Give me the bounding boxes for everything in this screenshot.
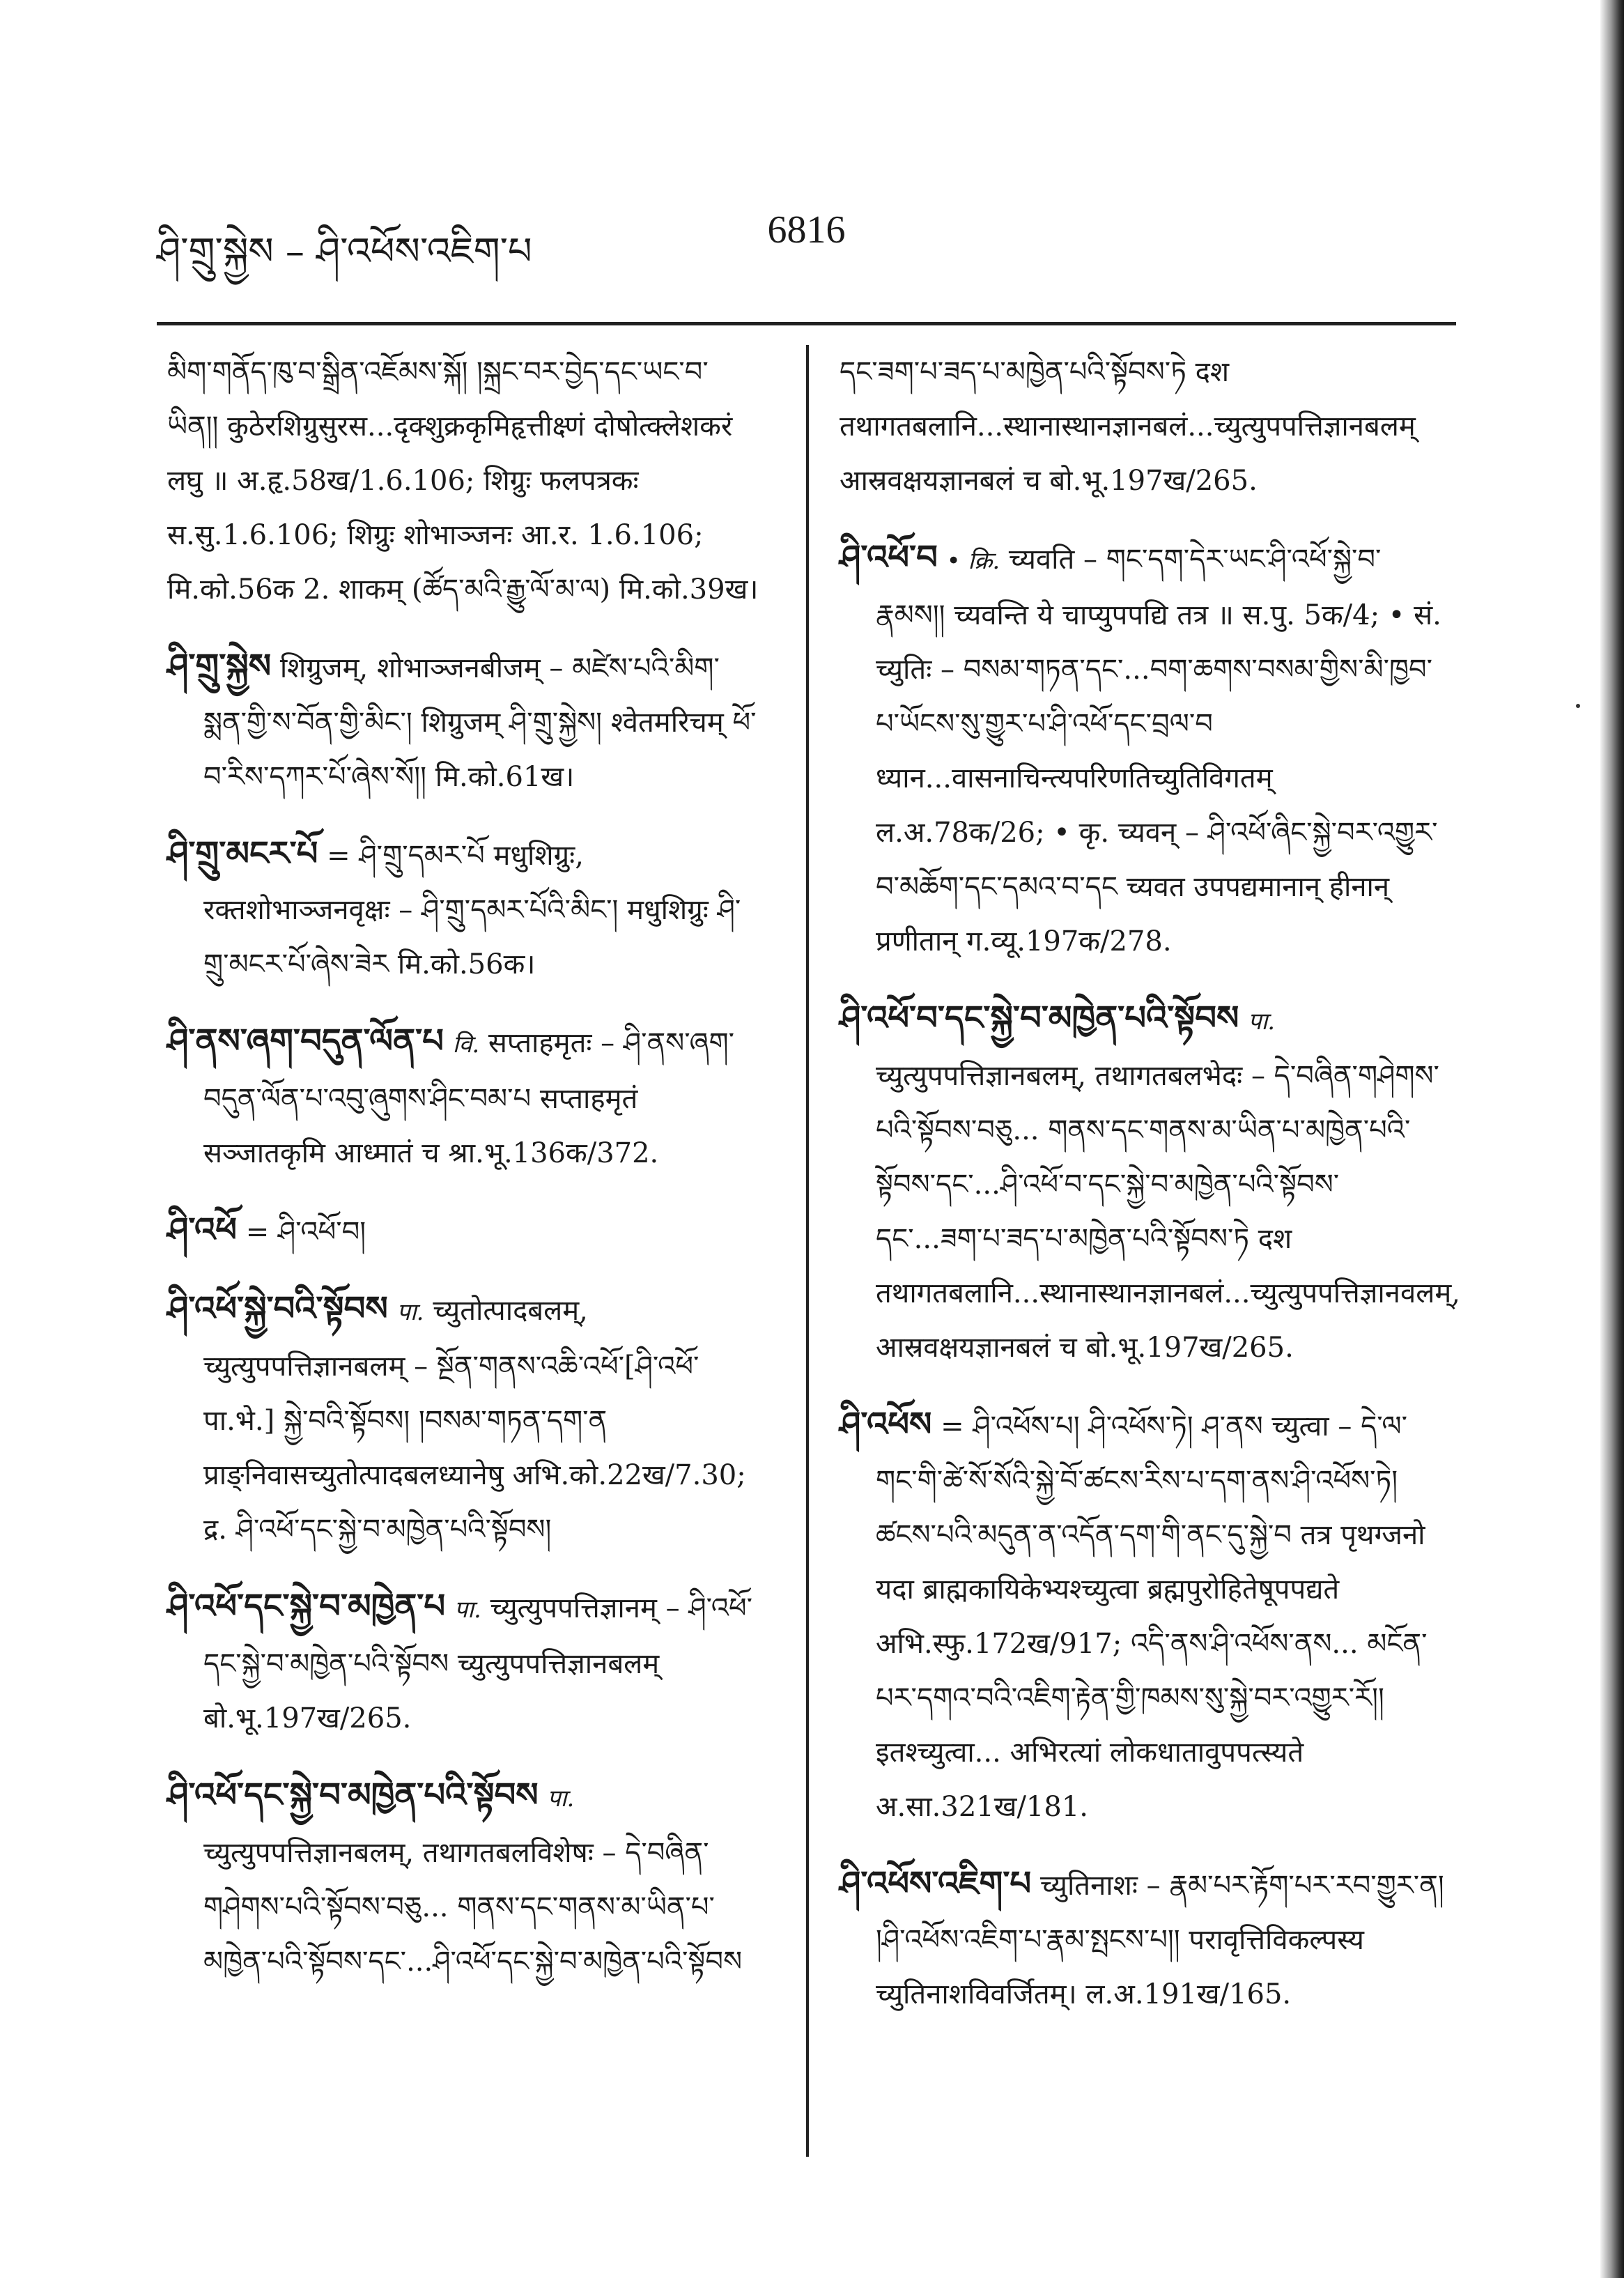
entry-headword: ཤི་འཕོ་དང་སྐྱེ་བ་མཁྱེན་པ xyxy=(167,1587,446,1626)
entry-body: शिग्रुजम्, शोभाञ्जनबीजम् – མཛེས་པའི་མིག་སྨན་གྱི་ས་བོན་གྱི་མིང་། शिग्रुजम् ཤི་གྲུ་སྐྱེས། श्वेतमरिचम् ཕོ་བ་རིས་དཀར་པོ་ཞེས་སོ།། मि.को.61ख। xyxy=(203,652,757,793)
entry-body: = ཤི་འཕོ་བ། xyxy=(245,1216,366,1248)
page-number: 6816 xyxy=(767,208,846,252)
entry-grammar-abbr: पा. xyxy=(1248,1008,1276,1036)
entry-body: च्युतिनाशः – རྣམ་པར་རྟོག་པར་རབ་གྱུར་ན། །ཤི་འཕོས་འཇིག་པ་རྣམ་སྤངས་པ།། परावृत्तिविकल्पस्य च्युतिनाशविवर्जितम्। ल.अ.191ख/165. xyxy=(876,1870,1444,2010)
entry-headword: ཤི་འཕོ་སྐྱེ་བའི་སྟོབས xyxy=(167,1289,388,1328)
entry-grammar-abbr: पा. xyxy=(454,1596,481,1624)
column-divider xyxy=(806,345,809,2157)
entry-body: सप्ताहमृतः – ཤི་ནས་ཞག་བདུན་ལོན་པ་འབུ་ཞུགས་ཤིང་བམ་པ सप्ताहमृतं सञ्जातकृमि आध्मातं च श्रा.भू.136क/372. xyxy=(203,1027,734,1169)
entry-body: च्युतोत्पादबलम्, च्युत्युपपत्तिज्ञानबलम् – སྔོན་གནས་འཆི་འཕོ་[ཤི་འཕོ་ पा.भे.] སྐྱེ་བའི་སྟོབས། །བསམ་གཏན་དག་ན प्राङ्निवासच्युतोत्पादबलध्यानेषु अभि.को.22ख/7.30; द्र. ཤི་འཕོ་དང་སྐྱེ་བ་མཁྱེན་པའི་སྟོབས། xyxy=(203,1295,746,1546)
entry-body: च्युत्युपपत्तिज्ञानम् – ཤི་འཕོ་དང་སྐྱེ་བ་མཁྱེན་པའི་སྟོབས च्युत्युपपत्तिज्ञानबलम् बो.भू.197ख/265. xyxy=(203,1592,753,1734)
entry-body: མིག་གནོད་ཁུ་བ་སྒྲིན་འཇོམས་སྐོ། །སྐྲང་བར་བྱེད་དང་ཡང་བ་ཡིན།། कुठेरशिग्रुसुरस...दृक्शुक्रकृमिहृत्तीक्ष्णं दोषोत्क्लेशकरं लघु ॥ अ.हृ.58ख/1.6.106; शिग्रुः फलपत्रकः स.सु.1.6.106; शिग्रुः शोभाञ्जनः आ.र. 1.6.106; मि.को.56क 2. शाकम् (ཚོད་མའི་རྒྱུ་ལོ་མ་ལ) मि.को.39ख। xyxy=(167,356,759,606)
scan-page-edge xyxy=(1600,0,1624,2278)
dictionary-entry xyxy=(840,991,1460,1375)
entry-body: = ཤི་གྲུ་དམར་པོ मधुशिग्रुः, रक्तशोभाञ्जनवृक्षः – ཤི་གྲུ་དམར་པོའི་མིང་། मधुशिग्रुः ཤི་གྲུ་མངར་པོ་ཞེས་ཟེར मि.को.56क। xyxy=(203,840,741,980)
dictionary-entry xyxy=(840,530,1446,969)
dictionary-entry xyxy=(167,1579,759,1746)
dictionary-entry-continued xyxy=(840,345,1446,508)
dictionary-entry xyxy=(167,1203,759,1259)
dictionary-entry xyxy=(167,1014,759,1180)
header-rule xyxy=(157,322,1456,325)
entry-headword: ཤི་འཕོ་བ་དང་སྐྱེ་བ་མཁྱེན་པའི་སྟོབས xyxy=(840,999,1239,1038)
entry-body: च्युत्युपपत्तिज्ञानबलम्, तथागतबलभेदः – དེ་བཞིན་གཤེགས་པའི་སྟོབས་བཅུ... གནས་དང་གནས་མ་ཡིན་པ་མཁྱེན་པའི་སྟོབས་དང་...ཤི་འཕོ་བ་དང་སྐྱེ་བ་མཁྱེན་པའི་སྟོབས་དང་...ཟག་པ་ཟད་པ་མཁྱེན་པའི་སྟོབས་ཏེ दश तथागतबलानि...स्थानास्थानज्ञानबलं...च्युत्युपपत्तिज्ञानवलम्, आस्रवक्षयज्ञानबलं च बो.भू.197ख/265. xyxy=(876,1060,1460,1364)
entry-grammar-abbr: पा. xyxy=(396,1298,424,1326)
entry-grammar-abbr: वि. xyxy=(452,1031,480,1059)
dictionary-entry xyxy=(840,1397,1446,1834)
header-headword-range: ཤི་གྲུ་སྐྱེས – ཤི་འཕོས་འཇིག་པ xyxy=(157,229,532,273)
running-header xyxy=(157,209,1456,272)
entry-headword: ཤི་འཕོ་དང་སྐྱེ་བ་མཁྱེན་པའི་སྟོབས xyxy=(167,1776,539,1815)
entry-headword: ཤི་ནས་ཞག་བདུན་ལོན་པ xyxy=(167,1022,444,1061)
dictionary-entry xyxy=(167,826,759,992)
entry-headword: ཤི་འཕོས xyxy=(840,1405,932,1444)
entry-headword: ཤི་འཕོས་འཇིག་པ xyxy=(840,1864,1032,1903)
entry-grammar-abbr: • क्रि. xyxy=(946,547,1000,575)
dictionary-entry-continued xyxy=(167,345,759,617)
entry-headword: ཤི་གྲུ་སྐྱེས xyxy=(167,647,272,686)
entry-headword: ཤི་གྲུ་མངར་པོ xyxy=(167,834,318,873)
entry-body: च्यवति – གང་དག་དེར་ཡང་ཤི་འཕོ་སྐྱེ་བ་རྣམས།། च्यवन्ति ये चाप्युपपद्यि तत्र ॥ स.पु. 5क/4; • सं. च्युतिः – བསམ་གཏན་དང་...བག་ཆགས་བསམ་གྱིས་མི་ཁྱབ་པ་ཡོངས་སུ་གྱུར་པ་ཤི་འཕོ་དང་བྲལ་བ ध्यान...वासनाचिन्त्यपरिणतिच्युतिविगतम् ल.अ.78क/26; • कृ. च्यवन् – ཤི་འཕོ་ཞིང་སྐྱེ་བར་འགྱུར་བ་མཆོག་དང་དམའ་བ་དང च्यवत उपपद्यमानान् हीनान् प्रणीतान् ग.व्यू.197क/278. xyxy=(876,544,1441,957)
dictionary-entry xyxy=(167,639,759,804)
dictionary-entry xyxy=(840,1856,1446,2022)
entry-headword: ཤི་འཕོ xyxy=(167,1210,237,1249)
entry-grammar-abbr: पा. xyxy=(547,1785,575,1813)
left-column xyxy=(167,345,759,2011)
dictionary-entry xyxy=(167,1282,759,1557)
scan-speck xyxy=(1576,704,1580,708)
entry-body: དང་ཟག་པ་ཟད་པ་མཁྱེན་པའི་སྟོབས་ཏེ दश तथागतबलानि...स्थानास्थानज्ञानबलं...च्युत्युपपत्तिज्ञानबलम् आस्रवक्षयज्ञानबलं च बो.भू.197ख/265. xyxy=(840,356,1416,497)
entry-headword: ཤི་འཕོ་བ xyxy=(840,538,938,577)
right-column xyxy=(840,345,1460,2044)
dictionary-entry xyxy=(167,1768,759,1989)
entry-body: = ཤི་འཕོས་པ། ཤི་འཕོས་ཏེ། ཤ་ནས च्युत्वा – དེ་ལ་གང་གི་ཚེ་སོ་སོའི་སྐྱེ་བོ་ཚངས་རིས་པ་དག་ནས་ཤི་འཕོས་ཏེ། ཚངས་པའི་མདུན་ན་འདོན་དག་གི་ནང་དུ་སྐྱེ་བ तत्र पृथग्जनो यदा ब्राह्मकायिकेभ्यश्च्युत्वा ब्रह्मपुरोहितेषूपपद्यते अभि.स्फु.172ख/917; འདི་ནས་ཤི་འཕོས་ནས... མངོན་པར་དགའ་བའི་འཇིག་རྟེན་གྱི་ཁམས་སུ་སྐྱེ་བར་འགྱུར་རོ།། इतश्च्युत्वा... अभिरत्यां लोकधातावुपपत्स्यते अ.सा.321ख/181. xyxy=(876,1410,1428,1823)
entry-body: च्युत्युपपत्तिज्ञानबलम्, तथागतबलविशेषः – དེ་བཞིན་གཤེགས་པའི་སྟོབས་བཅུ... གནས་དང་གནས་མ་ཡིན་པ་མཁྱེན་པའི་སྟོབས་དང་...ཤི་འཕོ་དང་སྐྱེ་བ་མཁྱེན་པའི་སྟོབས xyxy=(203,1837,743,1978)
